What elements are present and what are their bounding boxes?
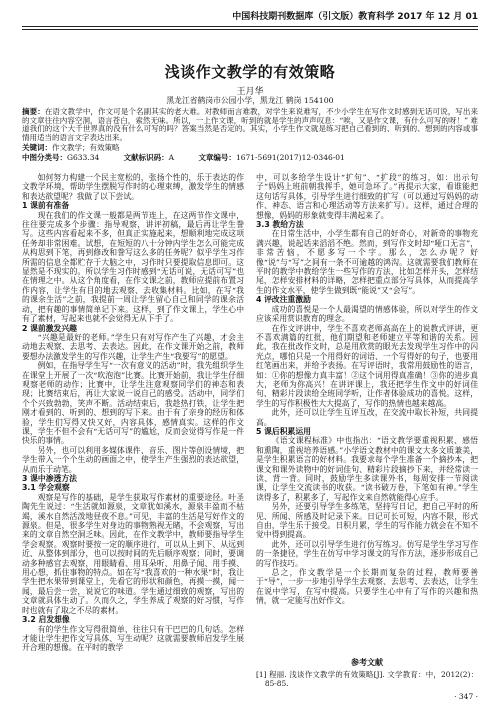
references-heading: 参考文献 xyxy=(351,658,383,667)
body-paragraph: 总之，作文教学是一个长期而复杂的过程，教师要善于“导”，一步一步地引导学生去观察、去思考、去表达，让学生在说中学写，在写中提高。只要学生心中有了写作的兴趣和热情，就一定能写出好作文。 xyxy=(256,568,478,606)
body-paragraph-continued: 中，可以多给学生设计“扩句”、“扩段”的练习，如：出示句子“妈妈上班前朝我挥手，她可急坏了。”再提示大家，看谁能把这句话写具体，引导学生进行细致的扩写（可以通过写妈妈的动作、神态、语言和心理活动等方法来扩写）。这样，通过合理的想像，妈妈的形象就变得丰满起来了。 xyxy=(256,173,478,220)
section-heading: 4 评改注重激励 xyxy=(256,295,311,305)
keywords-label: 关键词： xyxy=(22,142,52,152)
section-heading: 3 课中渗透方法 xyxy=(22,474,77,483)
article-title: 浅谈作文教学的有效策略 xyxy=(164,63,336,81)
front-matter xyxy=(22,108,478,162)
doc-code-item xyxy=(124,153,174,162)
body-paragraph: 有的学生作文写得很简单，往往只有干巴巴的几句话。怎样才能让学生把作文写具体、写生动呢？这就需要教师启发学生展开合理的想像。在平时的教学 xyxy=(22,624,244,653)
subsection-heading: 3.3 教给方法 xyxy=(256,220,304,230)
article-author: 王月华 xyxy=(236,87,264,97)
body-paragraph: 在作文评讲中，学生不喜欢老师高高在上的说教式评讲，更不喜欢满篇的红批，他们期望和老师建立平等和谐的关系。因此，我在批改作文时，总是用欣赏的眼光去发现学生习作中的闪光点，哪怕只是一个用得好的词语、一个写得好的句子，也要用红笔画出来，并给予表扬。在写评语时，我常用鼓励性的语言，如：①你的想像力真丰富！②这个词用得真准确！③你的进步真大，老师为你高兴！在讲评课上，我还把学生作文中的好词佳句、精彩片段读给全班同学听，让作者体验成功的喜悦。这样，学生的写作积极性大大提高了，写作的热情也越来越高。 xyxy=(256,323,478,408)
body-paragraph: 此外，还可以引导学生进行仿写练习。仿写是学生学习写作的一条捷径，学生在仿写中学习课文的写作方法，逐步形成自己的写作技巧。 xyxy=(256,539,478,568)
classification-line xyxy=(22,154,478,163)
section-heading: 5 课后积累运用 xyxy=(256,426,311,436)
body-column-right xyxy=(256,173,478,688)
keywords-text: 作文教学；有效策略 xyxy=(52,142,120,152)
abstract-label: 摘要： xyxy=(22,107,45,116)
section-heading: 1 课前有准备 xyxy=(22,201,70,211)
clc-value: G633.34 xyxy=(67,152,100,162)
body-paragraph: 《语文课程标准》中也指出：“语文教学要重视积累、感悟和熏陶，重视培养语感。”小学语文教材中的课文大多文质兼美，是学生积累语言的好材料。我要求每个学生准备一个摘抄本，把课文和课外读物中的好词佳句、精彩片段摘抄下来，并经常读一读、背一背。同时，鼓励学生多读课外书，每周安排一节阅读课，让学生交流读书的收获。“读书破万卷，下笔如有神。”学生读得多了，积累多了，写起作文来自然就能得心应手。 xyxy=(256,436,478,502)
abstract xyxy=(22,108,478,143)
body-paragraph: 例如，在指导学生写“一次有意义的活动”时，我先组织学生在课堂上开展了一次“吹泡泡”比赛。比赛开始前，我让学生仔细观察老师的动作；比赛中，让学生注意观察同学们的神态和表现；比赛结束后，再让大家说一说自己的感受。活动中，同学们个个兴致勃勃，笑声不断。活动结束后，我趁热打铁，让学生把刚才看到的、听到的、想到的写下来。由于有了亲身的经历和体验，学生们写得又快又好，内容具体，感情真实。这样的作文课，学生不但不会有“无话可写”的尴尬，反而会觉得写作是一件快乐的事情。 xyxy=(22,361,244,446)
body-paragraph: 另外，还要引导学生多练笔，坚持写日记，把自己平时的所见、所闻、所感及时记录下来。日记可长可短，内容不限，形式自由，学生乐于接受。日积月累，学生的写作能力就会在不知不觉中得到提高。 xyxy=(256,502,478,540)
subsection-heading: 3.1 学会观察 xyxy=(22,483,70,493)
header-rule xyxy=(22,26,478,30)
references-section xyxy=(256,658,478,688)
doc-code-label: 文献标识码： xyxy=(123,152,169,162)
article-no-value: 1671-5691(2017)12-0346-01 xyxy=(235,152,345,162)
running-head: 中国科技期刊数据库（引文版）教育科学 2017 年 12 月 01 xyxy=(232,12,478,22)
body-paragraph: “兴趣是最好的老师。”学生只有对写作产生了兴趣，才会主动地去观察、去思考、去表达。因此，在作文课开始之前，教师要想办法激发学生的写作兴趣，让学生产生“我要写”的愿望。 xyxy=(22,332,244,361)
body-paragraph: 此外，还可以让学生互评互改，在交流中取长补短，共同提高。 xyxy=(256,408,478,427)
article-no-item xyxy=(198,153,344,162)
body-paragraph: 观察是写作的基础，是学生获取写作素材的重要途径。叶圣陶先生说过：“生活就如源泉，文章犹如溪水，源泉丰盈而不枯竭，溪水自然活泼地昼夜不息。”可见，丰富的生活是写好作文的源泉。但是，很多学生对身边的事物熟视无睹，不会观察，写出来的文章自然空洞乏味。因此，在作文教学中，教师要指导学生学会观察。观察时要按一定的顺序进行，可以从上到下、从远到近、从整体到部分，也可以按时间的先后顺序观察；同时，要调动多种感官去观察，用眼睛看、用耳朵听、用鼻子闻、用手摸、用心想，抓住事物的特点。如在写“我喜欢的一种水果”时，我让学生把水果带到课堂上，先看它的形状和颜色，再摸一摸，闻一闻，最后尝一尝，说说它的味道。学生通过细致的观察，写出的文章就具体生动了。久而久之，学生养成了观察的好习惯，写作时也就有了取之不尽的素材。 xyxy=(22,492,244,615)
clc-item xyxy=(22,153,99,162)
author-affiliation: 黑龙江省鹤岗市公园小学，黑龙江 鹤岗 154100 xyxy=(166,96,334,105)
article-no-label: 文章编号： xyxy=(198,152,236,162)
body-paragraph: 在日常生活中，小学生都有自己的好奇心，对新奇的事物充满兴趣，说起话来滔滔不绝。然而，到写作文时却“哑口无言”，非常苦恼，不愿多写一个字。那么，怎么办呢？好像“说”与“写”之间有一条不可逾越的鸿沟。这就需要我们教师在平时的教学中教给学生一些写作的方法，比如怎样开头，怎样结尾，怎样安排材料的详略，怎样把重点部分写具体，从而提高学生的作文水平，使学生做到既“能说”又“会写”。 xyxy=(256,229,478,295)
body-paragraph: 现在我们的作文课一般都是两节连上，在这两节作文课中，往往要完成多个步骤：指导观察，讲评初稿，最后再让学生誊写。这些内容看起来不多，但真正实施起来，想顺利地完成这项任务却非常困难。试想，在短短的八十分钟内学生怎么可能完成从构思到下笔，再到修改和誊写这么多的任务呢？似乎学生习作所需的信息全都贮存于大脑之中，习作时只要提取信息即可。这显然是不现实的。所以学生习作时感到“无话可说，无话可写”也在情理之中。从这个角度看，在作文课之前，教师应提前布置习作内容，让学生有目的地去观察、去收集材料。比如，在写“我的课余生活”之前，我提前一周让学生留心自己和同学的课余活动，把有趣的事情简单记下来。这样，到了作文课上，学生心中有了素材，写起来也就不会觉得无从下手了。 xyxy=(22,210,244,324)
body-paragraph: 成功的喜悦是一个人最渴望的情感体验，所以对学生的作文应该采用赏识教育的理念。 xyxy=(256,304,478,324)
section-heading: 2 课前激发兴趣 xyxy=(22,323,77,333)
abstract-text: 在语文教学中，作文可是个名副其实的老大难。对教师而言难教，对学生来说难写，不少小学生在写作文时感到无话可说，写出来的文章往往内容空洞，语言苍白，索然无味。所以，一上作文课，听到的就是学生的声声叹息：“唉，又是作文课，有什么可写的呀！” 难道我们的这个大千世界真的没有什么可写的吗？答案当然是否定的。其实，小学生作文就是练习把自己看到的、听到的、想到的内容或事情用适当的语言文字表达出来。 xyxy=(22,107,479,143)
subsection-heading: 3.2 启发想像 xyxy=(22,615,70,625)
body-paragraph: 如何努力构建一个民主宽松的，张扬个性的，乐于表达的作文教学环境，帮助学生摆脱写作时的心理束缚，激发学生的情感和表达欲望呢？我做了以下尝试。 xyxy=(22,173,244,201)
reference-item: [1] 程丽. 浅谈作文教学的有效策略[J]. 文学教育：中，2012(2)：85-85. xyxy=(256,670,478,688)
body-column-left xyxy=(22,173,244,688)
doc-code-value: A xyxy=(168,152,175,162)
clc-label: 中图分类号： xyxy=(22,152,67,162)
keywords-line xyxy=(22,144,478,153)
body-paragraph: 另外，也可以利用多媒体课件、音乐、图片等创设情境，把学生带入一个个生动的画面之中，使学生产生强烈的表达欲望，从而乐于动笔。 xyxy=(22,445,244,474)
page-number: · 347 · xyxy=(454,692,478,701)
